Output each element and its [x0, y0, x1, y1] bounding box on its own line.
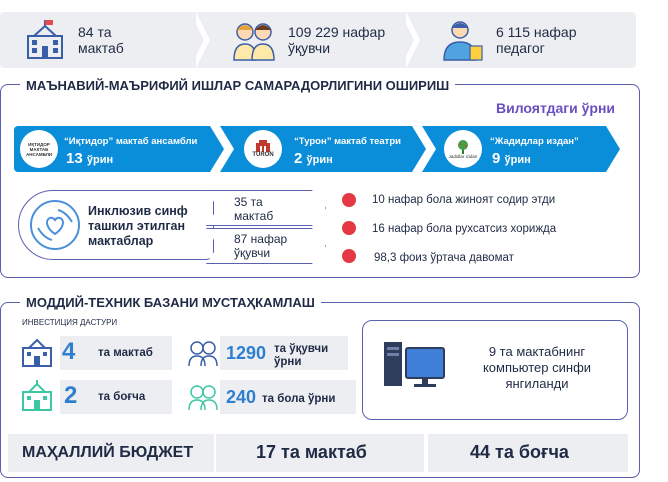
- award-name-jadidlar: “Жадидлар издан”: [490, 136, 579, 147]
- inclusive-label: Инклюзив синф ташкил этилган мактаблар: [88, 204, 188, 248]
- invest-pupil-places-num: 1290: [226, 343, 267, 363]
- award-name-theatre: “Турон” мактаб театри: [294, 136, 401, 147]
- award-rank-theatre-value: 2: [294, 150, 303, 167]
- invest-schools-num: 4: [62, 338, 76, 365]
- teachers-stat-label: педагог: [496, 40, 545, 56]
- kindergarten-icon: [20, 380, 54, 412]
- award-rank-ensemble-value: 13: [66, 150, 83, 167]
- bullet-crime: 10 нафар бола жиноят содир этди: [372, 194, 556, 206]
- school-icon: [20, 336, 54, 368]
- regional-rank-subtitle: Вилоятдаги ўрни: [496, 100, 616, 116]
- award-rank-jadidlar: [492, 150, 531, 167]
- inclusive-hands-heart-icon: [28, 198, 82, 252]
- award-rank-jadidlar-value: 9: [492, 150, 501, 167]
- students-stat: [288, 24, 385, 56]
- spiritual-section-title: МАЪНАВИЙ-МАЪРИФИЙ ИШЛАР САМАРАДОРЛИГИНИ ОШИРИШ: [20, 78, 455, 93]
- schools-stat-value: 84 та: [78, 24, 112, 40]
- invest-kindergartens-label: та боғча: [98, 391, 146, 403]
- local-budget-label: МАҲАЛЛИЙ БЮДЖЕТ: [22, 444, 194, 461]
- award-name-ensemble: “Иқтидор” мактаб ансамбли: [64, 136, 198, 147]
- jadidlar-logo-icon: [444, 130, 482, 168]
- students-icon: [230, 18, 278, 62]
- invest-pupil-places-label: та ўқувчи ўрни: [274, 343, 329, 368]
- students-stat-value: 109 229 нафар: [288, 24, 386, 40]
- bullet-dot-2: [342, 221, 356, 235]
- turon-theatre-logo-icon: [244, 130, 282, 168]
- invest-kindergartens-num: 2: [64, 382, 78, 409]
- award-rank-ensemble: [66, 150, 113, 167]
- inclusive-schools-text: 35 та мактаб: [234, 195, 274, 223]
- computer-icon: [382, 338, 446, 394]
- jadidlar-logo-text: Jadidlar izidan: [448, 153, 478, 159]
- award-rank-jadidlar-unit: ўрин: [504, 154, 531, 166]
- ensemble-logo-icon: [20, 130, 58, 168]
- computer-class-note: 9 та мактабнинг компьютер синфи янгиланди: [482, 344, 592, 391]
- ensemble-logo-text: ИҚТИДОР МАКТАБ АНСАМБЛИ: [26, 141, 53, 157]
- award-rank-ensemble-unit: ўрин: [86, 154, 114, 166]
- bullet-abroad: 16 нафар бола рухсатсиз хорижда: [372, 223, 557, 235]
- schools-stat-label: мактаб: [78, 40, 124, 56]
- local-budget-schools: 17 та мактаб: [256, 442, 367, 462]
- schools-stat: [78, 24, 124, 56]
- investment-program-label: ИНВЕСТИЦИЯ ДАСТУРИ: [22, 318, 118, 327]
- award-rank-theatre-unit: ўрин: [306, 154, 333, 166]
- teachers-stat: [496, 24, 577, 56]
- invest-schools-label: та мактаб: [98, 347, 153, 359]
- invest-child-places-num: 240: [226, 387, 257, 407]
- award-rank-theatre: [294, 150, 333, 167]
- invest-child-places-label: та бола ўрни: [262, 393, 336, 405]
- turon-logo-text: TURON: [252, 152, 274, 158]
- students-stat-label: ўқувчи: [288, 40, 331, 56]
- children-icon: [186, 382, 220, 412]
- local-budget-kindergartens: 44 та боғча: [470, 442, 569, 462]
- material-section-title: МОДДИЙ-ТЕХНИК БАЗАНИ МУСТАҲКАМЛАШ: [20, 295, 321, 310]
- bullet-attendance: 98,3 фоиз ўртача давомат: [374, 252, 514, 264]
- bullet-dot-3: [342, 249, 356, 263]
- pupils-icon: [186, 338, 220, 368]
- bullet-dot-1: [342, 193, 356, 207]
- school-building-icon: [24, 20, 66, 60]
- teacher-icon: [440, 18, 486, 62]
- inclusive-students-text: 87 нафар ўқувчи: [234, 232, 288, 260]
- teachers-stat-value: 6 115 нафар: [496, 24, 577, 40]
